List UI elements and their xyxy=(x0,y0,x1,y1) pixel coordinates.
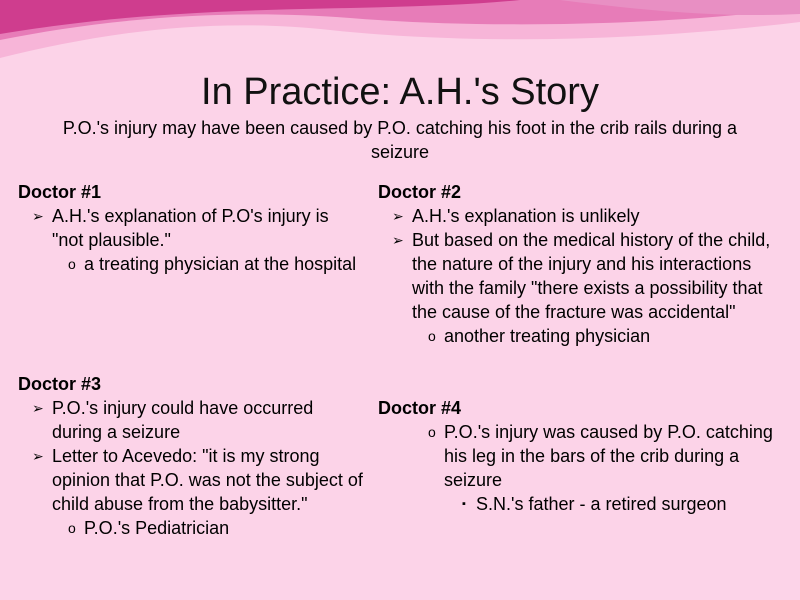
arrow-bullet-icon: ➢ xyxy=(392,232,404,248)
doctor-3-point-text: Letter to Acevedo: "it is my strong opinion that P.O. was not the subject of child abuse from the babysitter." xyxy=(52,446,363,514)
doctor-4-heading: Doctor #4 xyxy=(378,398,462,418)
doctor-3-point xyxy=(18,444,363,516)
doctor-3-heading: Doctor #3 xyxy=(18,374,102,394)
square-bullet-icon: ▪ xyxy=(462,498,466,510)
doctor-2-point xyxy=(378,204,788,228)
doctor-4-point xyxy=(378,420,788,492)
doctor-1-source xyxy=(18,252,363,276)
slide-title: In Practice: A.H.'s Story xyxy=(201,71,599,113)
doctor-1-point xyxy=(18,204,363,252)
arrow-bullet-icon: ➢ xyxy=(392,208,404,224)
doctor-2-section xyxy=(378,180,788,348)
doctor-2-point-text: But based on the medical history of the child, the nature of the injury and his interactions with the family "there exists a possibility that the cause of the fracture was accidental" xyxy=(412,230,771,322)
arrow-bullet-icon: ➢ xyxy=(32,448,44,464)
doctor-2-point-text: A.H.'s explanation is unlikely xyxy=(412,206,640,226)
circle-bullet-icon: o xyxy=(428,424,436,440)
doctor-2-source-text: another treating physician xyxy=(444,326,651,346)
doctor-3-point-text: P.O.'s injury could have occurred during a seizure xyxy=(52,398,314,442)
doctor-4-source-text: S.N.'s father - a retired surgeon xyxy=(476,494,727,514)
doctor-2-point xyxy=(378,228,788,324)
doctor-4-section xyxy=(378,396,788,516)
doctor-3-source-text: P.O.'s Pediatrician xyxy=(84,518,230,538)
doctor-1-point-text: A.H.'s explanation of P.O's injury is "not plausible." xyxy=(52,206,329,250)
doctor-2-source xyxy=(378,324,788,348)
doctor-3-section xyxy=(18,372,363,540)
circle-bullet-icon: o xyxy=(428,328,436,344)
decorative-banner xyxy=(0,0,800,80)
doctor-4-point-text: P.O.'s injury was caused by P.O. catching his leg in the bars of the crib during a seizure xyxy=(444,422,773,490)
circle-bullet-icon: o xyxy=(68,256,76,272)
doctor-1-section xyxy=(18,180,363,276)
doctor-4-source xyxy=(378,492,788,516)
arrow-bullet-icon: ➢ xyxy=(32,400,44,416)
doctor-1-source-text: a treating physician at the hospital xyxy=(84,254,357,274)
doctor-2-heading: Doctor #2 xyxy=(378,182,462,202)
doctor-3-source xyxy=(18,516,363,540)
doctor-3-point xyxy=(18,396,363,444)
arrow-bullet-icon: ➢ xyxy=(32,208,44,224)
circle-bullet-icon: o xyxy=(68,520,76,536)
doctor-1-heading: Doctor #1 xyxy=(18,182,102,202)
slide-subtitle: P.O.'s injury may have been caused by P.O. catching his foot in the crib rails during a seizure xyxy=(62,118,738,162)
